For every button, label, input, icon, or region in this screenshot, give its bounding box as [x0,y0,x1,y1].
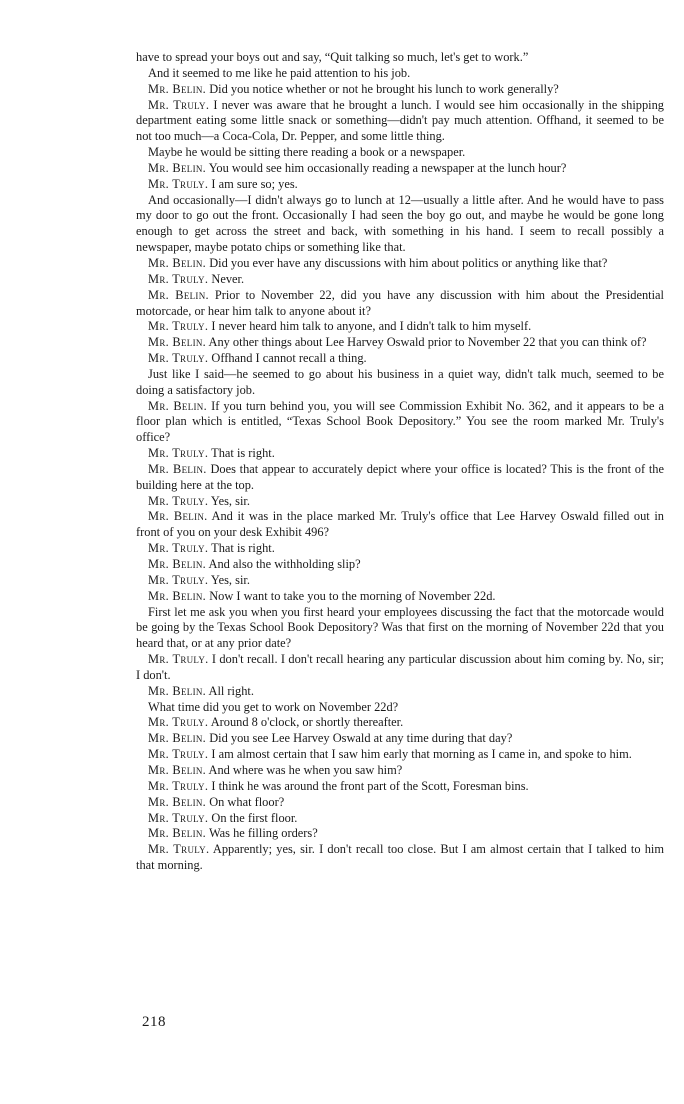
speaker-label: Mr. Truly. [148,493,209,508]
paragraph [136,335,664,351]
paragraph [136,684,664,700]
paragraph-text: Was he filling orders? [208,826,318,841]
paragraph [136,731,664,747]
paragraph [136,462,664,494]
paragraph [136,715,664,731]
paragraph-text: Any other things about Lee Harvey Oswald prior to November 22 that you can think of? [208,335,647,350]
paragraph [136,82,664,98]
paragraph [136,826,664,842]
speaker-label: Mr. Belin. [148,731,207,746]
speaker-label: Mr. Belin. [148,335,207,350]
paragraph [136,573,664,589]
speaker-label: Mr. Truly. [148,747,209,762]
paragraph-text: Never. [211,271,245,286]
paragraph [136,509,664,541]
speaker-label: Mr. Belin. [148,81,207,96]
speaker-label: Mr. Truly. [148,176,209,191]
paragraph-text: Around 8 o'clock, or shortly thereafter. [210,715,404,730]
paragraph [136,399,664,447]
speaker-label: Mr. Belin. [148,255,207,270]
paragraph [136,145,664,161]
paragraph [136,589,664,605]
speaker-label: Mr. Truly. [148,572,209,587]
paragraph [136,66,664,82]
speaker-label: Mr. Truly. [148,319,209,334]
paragraph-text: I never heard him talk to anyone, and I didn't talk to him myself. [211,319,532,334]
paragraph [136,193,664,256]
paragraph-text: On the first floor. [211,810,298,825]
paragraph-text: Does that appear to accurately depict where your office is located? This is the front of the building here at the top. [136,461,664,492]
paragraph-text: And also the withholding slip? [208,557,361,571]
paragraph [136,494,664,510]
speaker-label: Mr. Truly. [148,652,209,667]
paragraph [136,557,664,573]
paragraph [136,161,664,177]
speaker-label: Mr. Truly. [148,778,209,793]
paragraph-text: Apparently; yes, sir. I don't recall too close. But I am almost certain that I talked to him that morning. [136,842,664,873]
speaker-label: Mr. Belin. [148,398,208,413]
paragraph [136,779,664,795]
speaker-label: Mr. Belin. [148,287,209,302]
paragraph [136,256,664,272]
paragraph-text: Offhand I cannot recall a thing. [211,351,367,366]
paragraph-text: And it was in the place marked Mr. Truly's office that Lee Harvey Oswald filled out in front of you on your desk Exhibit 496? [136,509,664,540]
paragraph [136,50,664,66]
paragraph-text: I am almost certain that I saw him early that morning as I came in, and spoke to him. [211,747,632,762]
paragraph-text: Did you notice whether or not he brought his lunch to work generally? [209,81,559,96]
page-number: 218 [142,1014,166,1030]
paragraph [136,795,664,811]
paragraph [136,700,664,716]
paragraph-text: Yes, sir. [210,572,250,587]
speaker-label: Mr. Belin. [148,683,207,698]
speaker-label: Mr. Truly. [148,842,210,857]
paragraph-text: Now I want to take you to the morning of November 22d. [209,588,496,603]
paragraph-text: And where was he when you saw him? [208,762,403,777]
paragraph-text: Just like I said—he seemed to go about his business in a quiet way, didn't talk much, seemed to be doing a satisfactory job. [136,366,664,397]
speaker-label: Mr. Truly. [148,351,209,366]
paragraph-text: Prior to November 22, did you have any discussion with him about the Presidential motorcade, or hear him talk to anyone about it? [136,287,664,318]
paragraph-text: What time did you get to work on November 22d? [148,699,399,714]
paragraph-text: That is right. [211,541,275,556]
paragraph [136,811,664,827]
paragraph-text: have to spread your boys out and say, “Quit talking so much, let's get to work.” [136,50,529,64]
paragraph-text: Did you ever have any discussions with him about politics or anything like that? [209,255,608,270]
speaker-label: Mr. Truly. [148,446,209,461]
speaker-label: Mr. Truly. [148,97,210,112]
testimony-text [136,50,664,874]
speaker-label: Mr. Belin. [148,588,207,603]
speaker-label: Mr. Belin. [148,826,207,841]
paragraph [136,747,664,763]
paragraph [136,98,664,146]
paragraph [136,763,664,779]
paragraph-text: And it seemed to me like he paid attention to his job. [148,65,411,80]
paragraph [136,351,664,367]
paragraph [136,541,664,557]
paragraph-text: All right. [208,683,254,698]
paragraph [136,842,664,874]
paragraph-text: On what floor? [209,794,285,809]
speaker-label: Mr. Belin. [148,762,207,777]
speaker-label: Mr. Belin. [148,509,208,524]
speaker-label: Mr. Belin. [148,557,207,571]
paragraph-text: And occasionally—I didn't always go to lunch at 12—usually a little after. And he would have to pass my door to go out the front. Occasionally I had seen the boy go out, and maybe he would be gone long enough to get across the street and back, with something in his hand. I seem to recall possibly a newspaper, maybe potato chips or something like that. [136,192,664,255]
paragraph [136,272,664,288]
speaker-label: Mr. Belin. [148,160,207,175]
paragraph [136,288,664,320]
paragraph [136,367,664,399]
paragraph [136,605,664,653]
paragraph-text: If you turn behind you, you will see Commission Exhibit No. 362, and it appears to be a floor plan which is entitled, “Texas School Book Depository.” You see the room marked Mr. Truly's office? [136,398,664,445]
paragraph-text: Yes, sir. [210,493,250,508]
speaker-label: Mr. Truly. [148,715,209,730]
speaker-label: Mr. Belin. [148,794,207,809]
paragraph [136,319,664,335]
paragraph-text: Maybe he would be sitting there reading a book or a newspaper. [148,145,466,160]
speaker-label: Mr. Truly. [148,810,209,825]
paragraph [136,652,664,684]
paragraph-text: That is right. [211,446,275,461]
paragraph-text: You would see him occasionally reading a newspaper at the lunch hour? [208,160,567,175]
paragraph-text: I think he was around the front part of the Scott, Foresman bins. [211,778,529,793]
paragraph [136,177,664,193]
paragraph-text: I don't recall. I don't recall hearing any particular discussion about him coming by. No, sir; I don't. [136,652,664,682]
paragraph-text: First let me ask you when you first heard your employees discussing the fact that the motorcade would be going by the Texas School Book Depository? Was that first on the morning of November 22d that you heard that, or at any prior date? [136,604,664,651]
paragraph-text: I never was aware that he brought a lunch. I would see him occasionally in the shipping department eating some little snack or something—didn't pay much attention. Offhand, it seemed to be not too much—a Coca-Cola, Dr. Pepper, and some little thing. [136,97,664,144]
paragraph-text: Did you see Lee Harvey Oswald at any time during that day? [209,731,513,746]
paragraph [136,446,664,462]
speaker-label: Mr. Belin. [148,461,207,476]
speaker-label: Mr. Truly. [148,541,209,556]
speaker-label: Mr. Truly. [148,271,209,286]
paragraph-text: I am sure so; yes. [211,176,298,191]
